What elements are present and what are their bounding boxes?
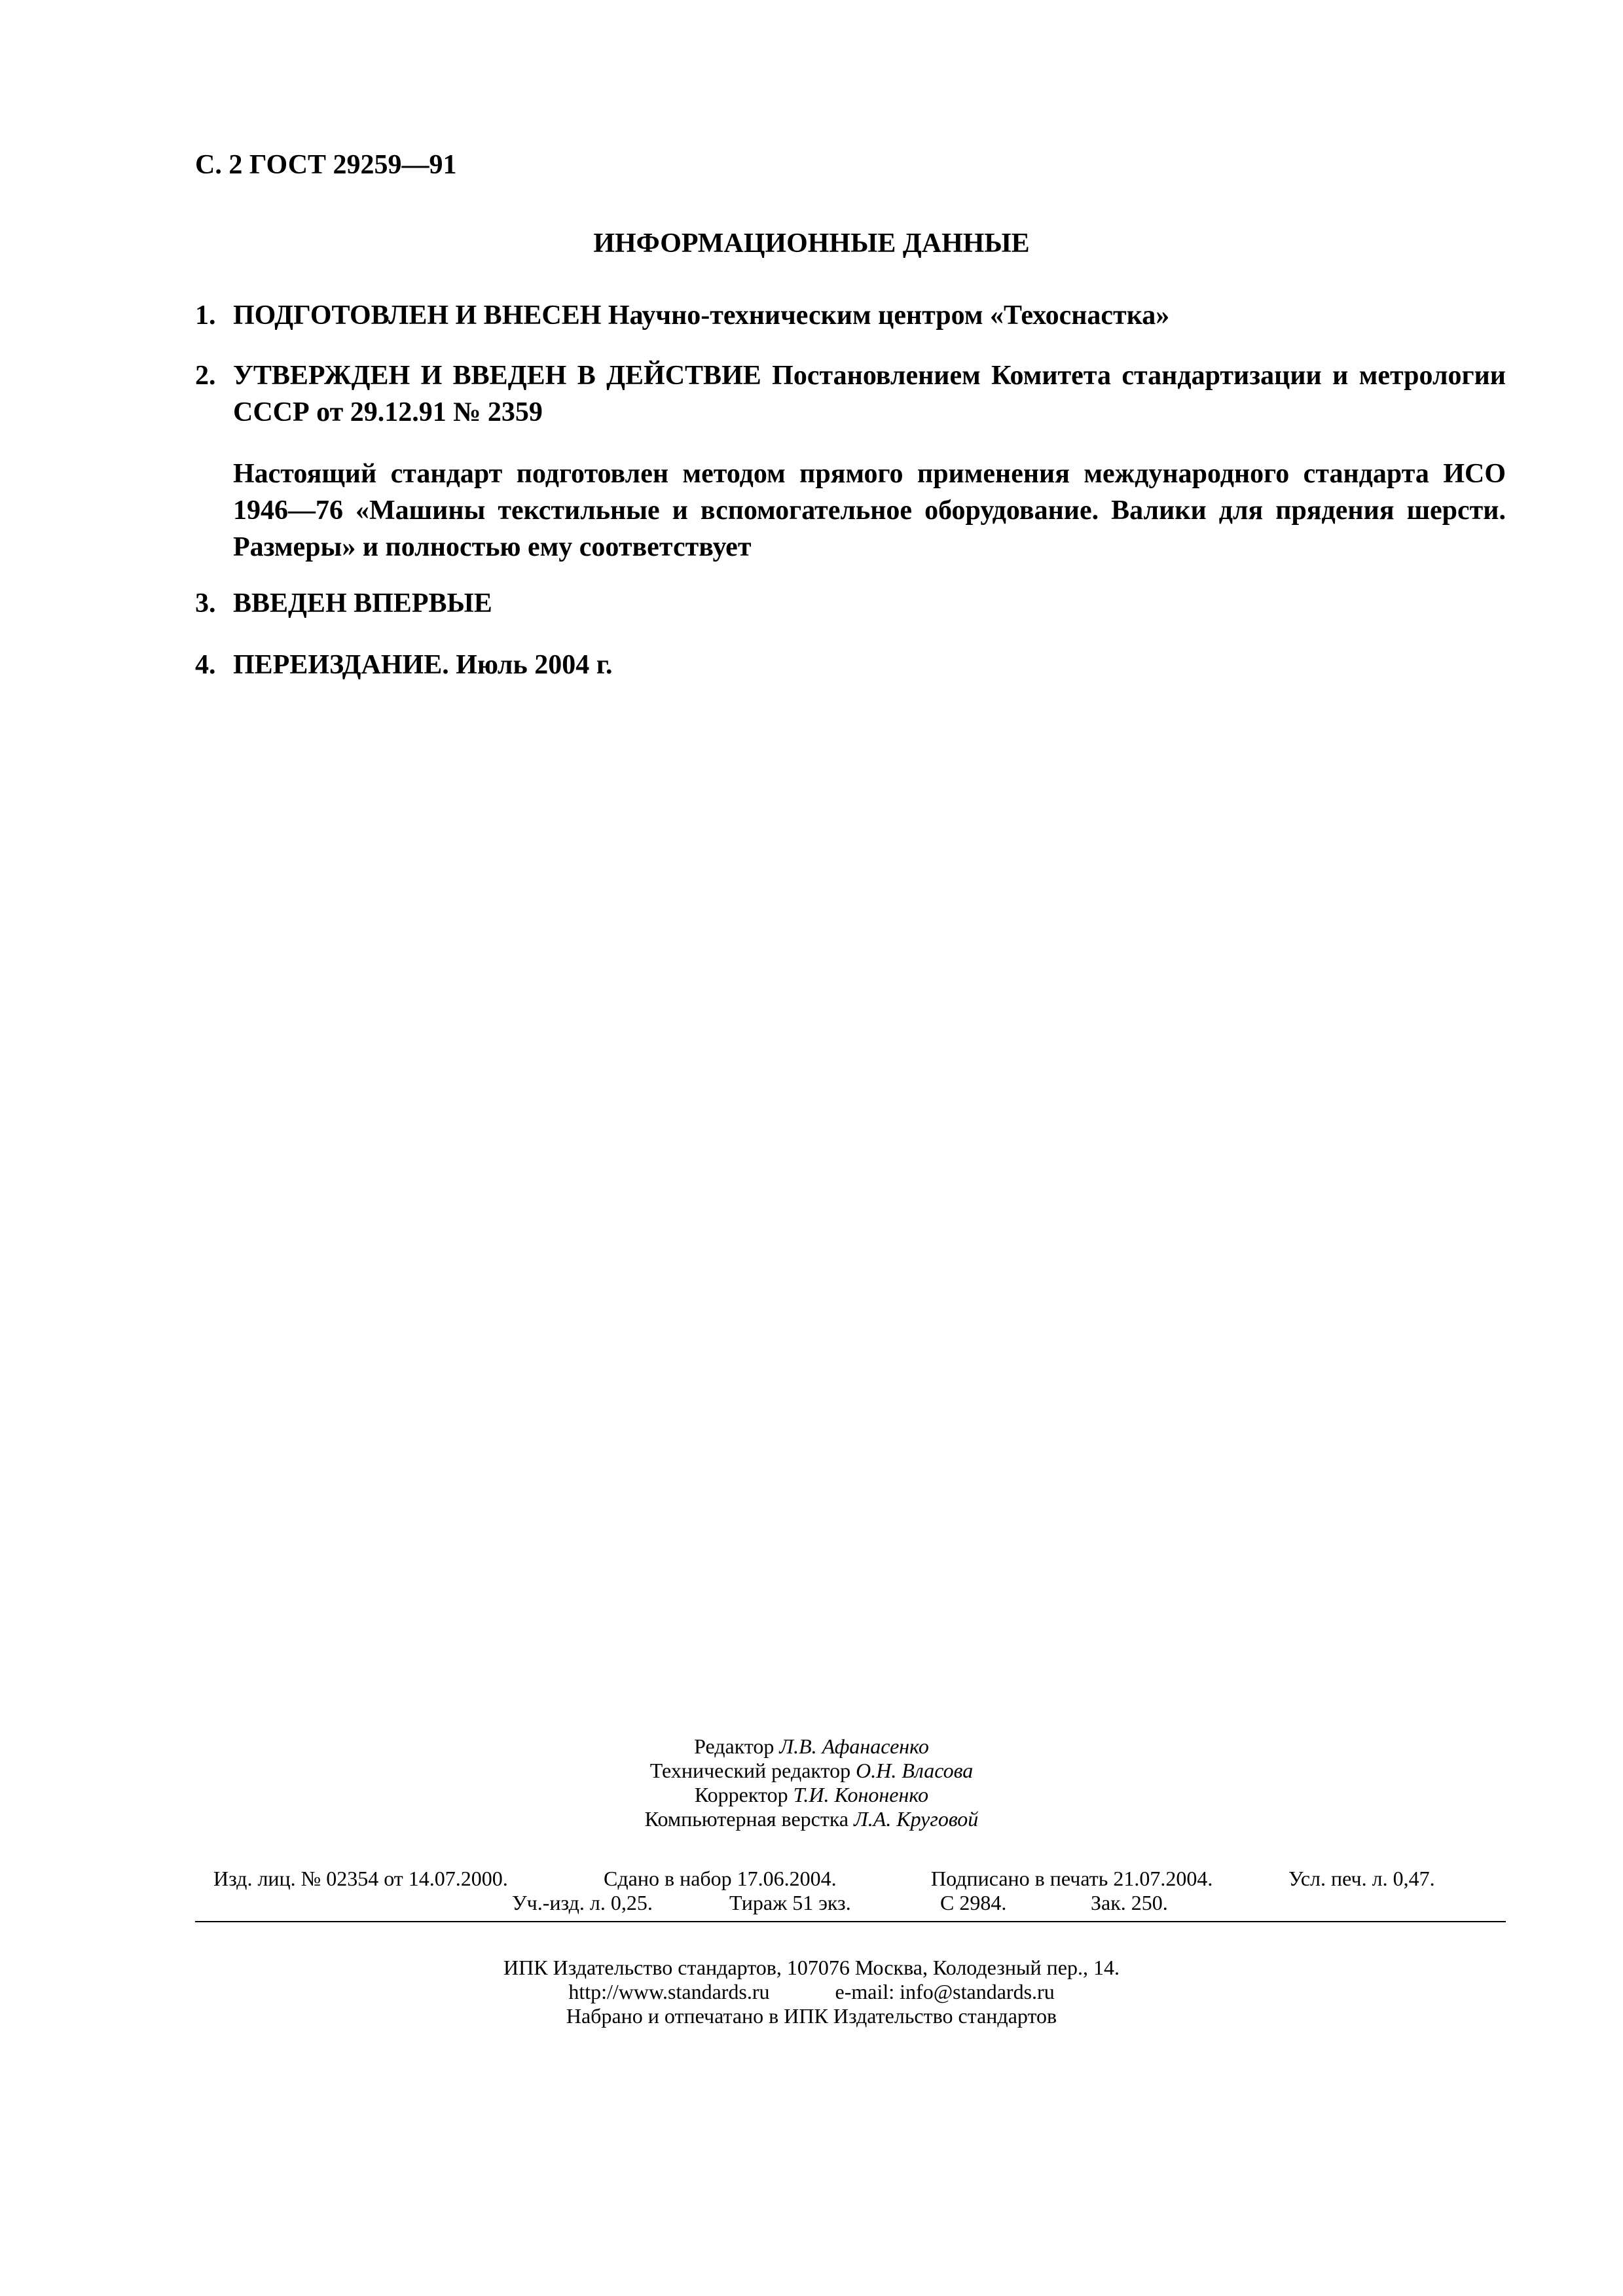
publisher-website: http://www.standards.ru <box>568 1980 770 2003</box>
credit-line <box>0 1734 1623 1759</box>
credit-line <box>0 1807 1623 1831</box>
credit-name: Л.А. Круговой <box>854 1807 979 1831</box>
credits-block <box>0 1734 1623 1831</box>
publisher-email: e-mail: info@standards.ru <box>835 1980 1055 2003</box>
item-text: ВВЕДЕН ВПЕРВЫЕ <box>233 588 492 619</box>
page-header: С. 2 ГОСТ 29259—91 <box>195 150 457 180</box>
imprint-code: С 2984. <box>940 1891 1007 1914</box>
item-number: 2. <box>195 361 216 391</box>
imprint-typeset: Сдано в набор 17.06.2004. <box>604 1867 837 1890</box>
list-item <box>195 647 1506 683</box>
list-item <box>195 357 1506 431</box>
item-number: 4. <box>195 650 216 680</box>
imprint-order: Зак. 250. <box>1091 1891 1168 1914</box>
imprint-license: Изд. лиц. № 02354 от 14.07.2000. <box>213 1867 508 1890</box>
item-text: ПЕРЕИЗДАНИЕ. Июль 2004 г. <box>233 650 613 680</box>
credit-line <box>0 1759 1623 1783</box>
credit-line <box>0 1783 1623 1807</box>
item-number: 1. <box>195 300 216 331</box>
list-item <box>195 297 1506 334</box>
contact-line <box>0 1980 1623 2004</box>
note-paragraph: Настоящий стандарт подготовлен методом прямого применения международного стандарта ИСО 1946—76 «Машины текстильные и вспомогательное оборудование. Валики для прядения шерсти. Размеры» и полностью ему соответствует <box>233 459 1506 562</box>
credit-role: Редактор <box>694 1734 775 1758</box>
item-text: УТВЕРЖДЕН И ВВЕДЕН В ДЕЙСТВИЕ Постановлением Комитета стандартизации и метрологии СССР от 29.12.91 № 2359 <box>233 361 1506 427</box>
list-item <box>195 585 1506 622</box>
imprint-run: Тираж 51 экз. <box>729 1891 851 1914</box>
item-number: 3. <box>195 588 216 619</box>
imprint-print-sheets: Усл. печ. л. 0,47. <box>1288 1867 1435 1890</box>
divider <box>195 1921 1506 1922</box>
publisher-footer <box>0 1956 1623 2028</box>
publisher-address: ИПК Издательство стандартов, 107076 Москва, Колодезный пер., 14. <box>503 1956 1120 1979</box>
document-title: ИНФОРМАЦИОННЫЕ ДАННЫЕ <box>593 228 1030 259</box>
item-text: ПОДГОТОВЛЕН И ВНЕСЕН Научно-техническим центром «Техоснастка» <box>233 300 1170 331</box>
credit-role: Компьютерная верстка <box>644 1807 849 1831</box>
imprint-signed: Подписано в печать 21.07.2004. <box>931 1867 1213 1890</box>
credit-name: Л.В. Афанасенко <box>779 1734 929 1758</box>
imprint-pub-sheets: Уч.-изд. л. 0,25. <box>512 1891 653 1914</box>
credit-name: Т.И. Кононенко <box>793 1783 929 1806</box>
credit-role: Корректор <box>694 1783 788 1806</box>
credit-role: Технический редактор <box>649 1759 851 1782</box>
credit-name: О.Н. Власова <box>856 1759 974 1782</box>
printed-note: Набрано и отпечатано в ИПК Издательство стандартов <box>566 2004 1057 2028</box>
